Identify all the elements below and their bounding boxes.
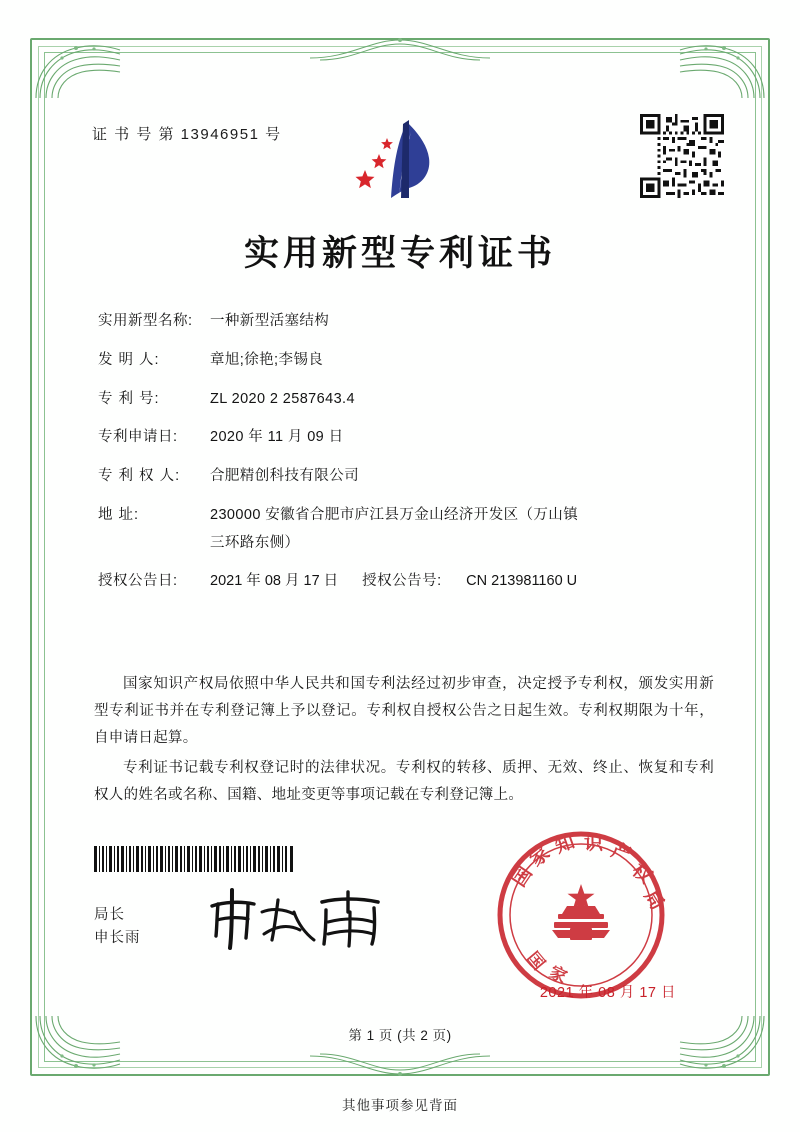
- field-address: [98, 505, 718, 555]
- svg-text:国: 国: [522, 948, 549, 975]
- handwritten-signature-icon: [202, 882, 402, 952]
- field-label: 专 利 号:: [98, 390, 160, 407]
- paragraph-1: 国家知识产权局依照中华人民共和国专利法经过初步审查，决定授予专利权，颁发实用新型专利证书并在专利登记簿上予以登记。专利权自授权公告之日起生效。专利权期限为十年，自申请日起算。: [94, 676, 714, 746]
- svg-text:局: 局: [639, 885, 669, 914]
- field-value: 2020 年 11 月 09 日: [210, 429, 344, 446]
- footer-note: 其他事项参见背面: [342, 1098, 458, 1113]
- field-value: ZL 2020 2 2587643.4: [210, 390, 355, 407]
- official-red-seal-icon: [492, 826, 670, 1004]
- director-title: 局长: [94, 907, 125, 923]
- field-value: [210, 505, 718, 555]
- svg-text:产: 产: [608, 839, 634, 867]
- field-patent-number: [98, 389, 718, 411]
- field-label-grant-date: 授权公告日:: [98, 573, 178, 590]
- qr-code-icon: [640, 114, 724, 198]
- field-label: 专利申请日:: [98, 429, 178, 446]
- field-value: 合肥精创科技有限公司: [210, 468, 359, 484]
- border-ornament-bottom-center: [310, 1052, 490, 1078]
- field-label-grant-number: 授权公告号:: [362, 573, 442, 590]
- field-list: [98, 311, 718, 609]
- barcode-icon: [94, 846, 294, 872]
- field-label: 地 址:: [98, 506, 140, 523]
- field-value: 章旭;徐艳;李锡良: [210, 351, 324, 368]
- field-label: 实用新型名称:: [98, 313, 193, 329]
- paragraph-2: 专利证书记载专利权登记时的法律状况。专利权的转移、质押、无效、终止、恢复和专利权人的姓名或名称、国籍、地址变更等事项记载在专利登记簿上。: [94, 760, 714, 804]
- grant-number-group: [362, 571, 577, 593]
- field-label: 发 明 人:: [98, 351, 160, 368]
- page-indicator: 第 1 页 (共 2 页): [348, 1028, 452, 1043]
- border-ornament-top-center: [310, 36, 490, 62]
- director-block: [94, 904, 141, 950]
- field-utility-model-name: [98, 311, 718, 333]
- field-value-grant-number: CN 213981160 U: [466, 573, 578, 590]
- svg-text:知: 知: [552, 830, 578, 858]
- legal-text: [94, 671, 714, 813]
- field-grant-row: [98, 571, 718, 593]
- field-application-date: [98, 427, 718, 449]
- svg-text:家: 家: [545, 962, 570, 988]
- field-value: 一种新型活塞结构: [210, 313, 330, 329]
- svg-text:国: 国: [507, 862, 537, 891]
- address-line-1: 230000 安徽省合肥市庐江县万金山经济开发区（万山镇: [210, 506, 579, 523]
- field-inventors: [98, 350, 718, 372]
- certificate-number: 证 书 号 第 13946951 号: [92, 126, 282, 143]
- page-title: 实用新型专利证书: [243, 234, 556, 274]
- director-name: 申长雨: [94, 930, 141, 947]
- field-patentee: [98, 466, 718, 488]
- cnipa-logo-icon: [335, 110, 465, 210]
- field-label: 专 利 权 人:: [98, 468, 181, 484]
- svg-text:识: 识: [584, 832, 604, 854]
- svg-text:家: 家: [525, 841, 555, 871]
- svg-text:权: 权: [627, 858, 657, 889]
- seal-date: 2021 年 08 月 17 日: [539, 985, 676, 1001]
- field-value-grant-date: 2021 年 08 月 17 日: [210, 573, 339, 590]
- certificate-content: [72, 86, 728, 1046]
- address-line-2: 三环路东侧）: [210, 534, 300, 551]
